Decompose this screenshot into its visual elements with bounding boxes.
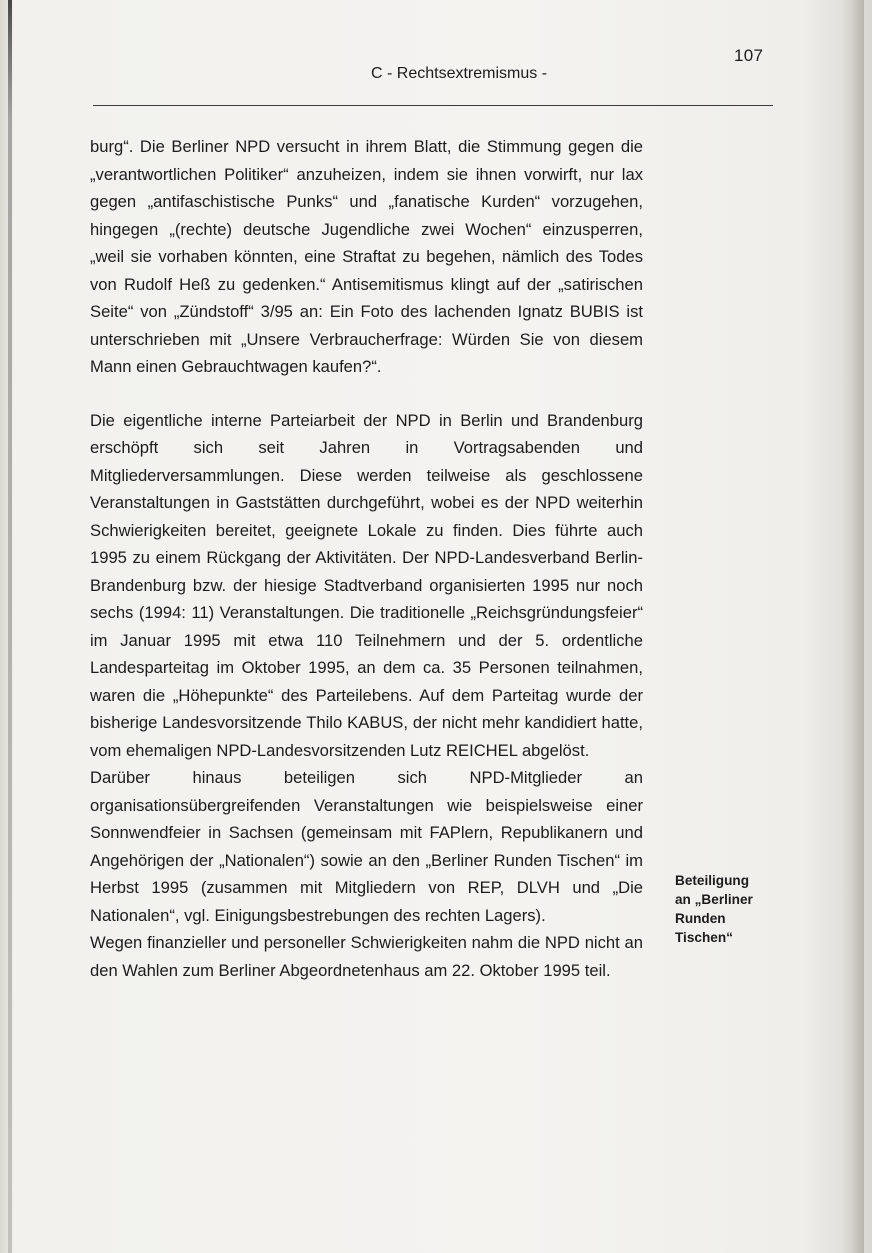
binding-edge-left <box>8 0 12 1253</box>
margin-note-line: Beteiligung <box>675 873 750 888</box>
margin-note <box>675 871 785 947</box>
header-divider <box>93 105 773 106</box>
margin-note-line: Runden <box>675 911 726 926</box>
page-number: 107 <box>734 46 764 65</box>
paragraph: burg“. Die Berliner NPD versucht in ihrem Blatt, die Stimmung gegen die „verantwortlichen Politiker“ anzuheizen, indem sie ihnen vorwirft, nur lax gegen „antifaschistische Punks“ und „fanatische Kurden“ vorzugehen, hingegen „(rechte) deutsche Jugendliche zwei Wochen“ einzusperren, „weil sie vorhaben könnten, eine Straftat zu begehen, nämlich des Todes von Rudolf Heß zu gedenken.“ Antisemitismus klingt auf der „satirischen Seite“ von „Zündstoff“ 3/95 an: Ein Foto des lachenden Ignatz BUBIS ist unterschrieben mit „Unsere Verbraucherfrage: Würden Sie von diesem Mann einen Gebrauchtwagen kaufen?“. <box>90 137 643 376</box>
paragraph: Die eigentliche interne Parteiarbeit der NPD in Berlin und Brandenburg erschöpft sich seit Jahren in Vortragsabenden und Mitgliederversammlungen. Diese werden teilweise als geschlossene Veranstaltungen in Gaststätten durchgeführt, wobei es der NPD weiterhin Schwierigkeiten bereitet, geeignete Lokale zu finden. Dies führte auch 1995 zu einem Rückgang der Aktivitäten. Der NPD-Landesverband Berlin-Brandenburg bzw. der hiesige Stadtverband organisierten 1995 nur noch sechs (1994: 11) Veranstaltungen. Die traditionelle „Reichsgründungsfeier“ im Januar 1995 mit etwa 110 Teilnehmern und der 5. ordentliche Landesparteitag im Oktober 1995, an dem ca. 35 Personen teilnahmen, waren die „Höhepunkte“ des Parteilebens. Auf dem Parteitag wurde der bisherige Landesvorsitzende Thilo KABUS, der nicht mehr kandidiert hatte, vom ehemaligen NPD-Landesvorsitzenden Lutz REICHEL abgelöst. <box>90 410 643 760</box>
paragraph: Wegen finanzieller und personeller Schwierigkeiten nahm die NPD nicht an den Wahlen zum Berliner Abgeordnetenhaus am 22. Oktober 1995 teil. <box>90 933 643 980</box>
running-head: C - Rechtsextremismus - <box>371 65 548 82</box>
margin-note-line: Tischen“ <box>675 930 733 945</box>
margin-note-line: an „Berliner <box>675 892 753 907</box>
paragraph: Darüber hinaus beteiligen sich NPD-Mitglieder an organisationsübergreifenden Veranstaltungen wie beispielsweise einer Sonnwendfeier in Sachsen (gemeinsam mit FAPlern, Republikanern und Angehörigen der „Nationalen“) sowie an den „Berliner Runden Tischen“ im Herbst 1995 (zusammen mit Mitgliedern von REP, DLVH und „Die Nationalen“, vgl. Einigungsbestrebungen des rechten Lagers). <box>90 768 643 925</box>
page-edge-right <box>842 0 864 1253</box>
body-text <box>90 133 643 984</box>
